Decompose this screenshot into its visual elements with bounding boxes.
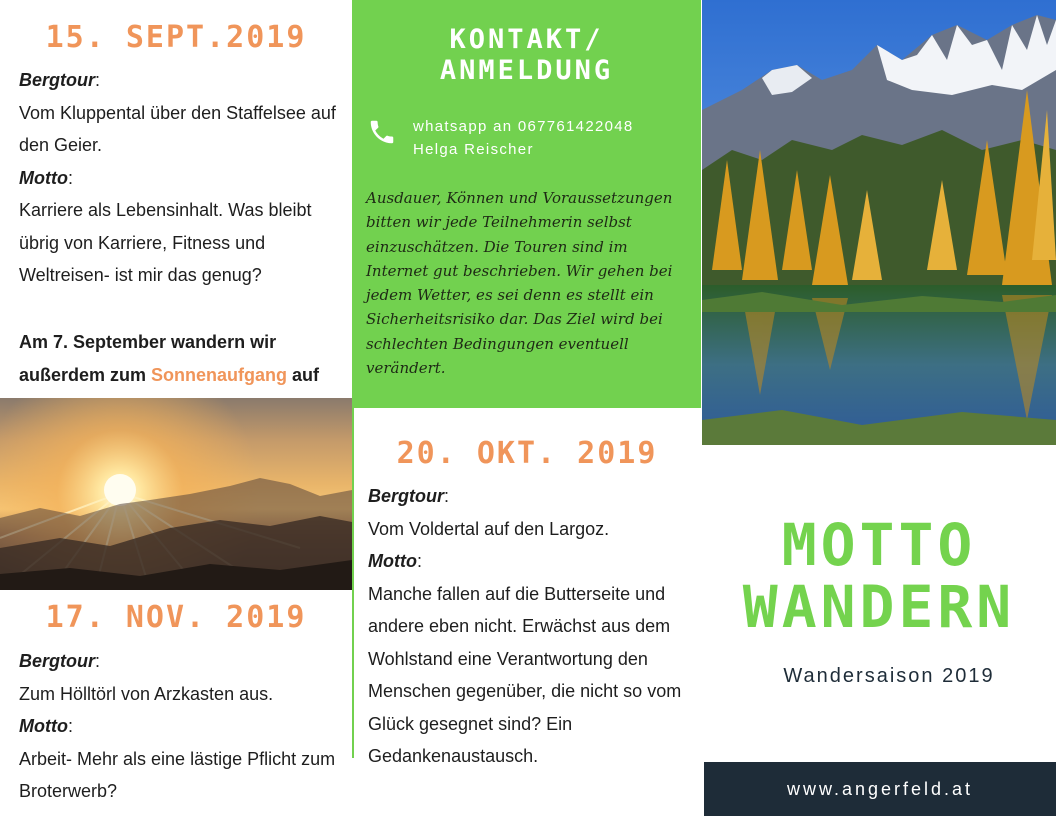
motto-label: Motto bbox=[368, 551, 417, 571]
phone-icon bbox=[367, 117, 397, 147]
bergtour-label: Bergtour bbox=[368, 486, 444, 506]
bergtour-label: Bergtour bbox=[19, 651, 95, 671]
date-heading-nov: 17. NOV. 2019 bbox=[45, 600, 307, 635]
motto-text: Arbeit- Mehr als eine lästige Pflicht zum Broterwerb? bbox=[19, 748, 336, 801]
contact-name: Helga Reischer bbox=[413, 141, 534, 158]
bergtour-text: Vom Kluppental über den Staffelsee auf den Geier. bbox=[19, 102, 336, 155]
sunrise-announcement: Am 7. September wandern wir außerdem zum Sonnenaufgang auf bbox=[19, 332, 320, 385]
website-banner[interactable]: www.angerfeld.at bbox=[704, 762, 1056, 816]
participation-note: Ausdauer, Können und Voraussetzungen bitten wir jede Teilnehmerin selbst einzuschätzen. Die Touren sind im Internet gut beschrieben. Wir gehen bei jedem Wetter, es sei denn es stellt ein Sicherheitsrisiko dar. Das Ziel wird bei schlechten Bedingungen eventuell verändert. bbox=[366, 189, 673, 378]
motto-text: Manche fallen auf die Butterseite und andere eben nicht. Erwächst aus dem Wohlstand eine Verantwortung den Menschen gegenüber, die nicht so vom Glück gesegnet sind? Ein Gedankenaustausch. bbox=[368, 583, 682, 766]
mountain-lake-photo bbox=[702, 0, 1056, 445]
contact-panel bbox=[352, 0, 701, 408]
motto-label: Motto bbox=[19, 716, 68, 736]
date-heading-okt: 20. OKT. 2019 bbox=[396, 436, 658, 471]
whatsapp-contact: whatsapp an 067761422048 bbox=[413, 118, 634, 135]
motto-label: Motto bbox=[19, 167, 68, 188]
bergtour-label: Bergtour bbox=[19, 70, 95, 90]
sunset-photo bbox=[0, 398, 352, 590]
tour-okt-details: Bergtour: Vom Voldertal auf den Largoz. Motto: Manche fallen auf die Butterseite und andere eben nicht. Erwächst aus dem Wohlstand eine Verantwortung den Menschen gegenüber, die nicht so vom Glück gesegnet sind? Ein Gedankenaustausch. bbox=[368, 480, 688, 773]
motto-text: Karriere als Lebensinhalt. Was bleibt übrig von Karriere, Fitness und Weltreisen- ist mir das genug? bbox=[19, 200, 312, 285]
tour-nov-details: Bergtour: Zum Hölltörl von Arzkasten aus. Motto: Arbeit- Mehr als eine lästige Pflicht zum Broterwerb? bbox=[19, 645, 349, 808]
tour-sept-details: Bergtour: Vom Kluppental über den Staffelsee auf den Geier. Motto: Karriere als Lebensinhalt. Was bleibt übrig von Karriere, Fitness und Weltreisen- ist mir das genug? bbox=[19, 64, 338, 292]
bergtour-text: Zum Hölltörl von Arzkasten aus. bbox=[19, 683, 274, 704]
season-subtitle: Wandersaison 2019 bbox=[783, 665, 995, 687]
bergtour-text: Vom Voldertal auf den Largoz. bbox=[368, 518, 610, 539]
contact-heading: KONTAKT/ ANMELDUNG bbox=[439, 24, 614, 86]
sunrise-link-text: Sonnenaufgang bbox=[151, 364, 288, 385]
cover-title: MOTTO WANDERN bbox=[742, 511, 1016, 641]
date-heading-sept: 15. SEPT.2019 bbox=[45, 20, 307, 55]
